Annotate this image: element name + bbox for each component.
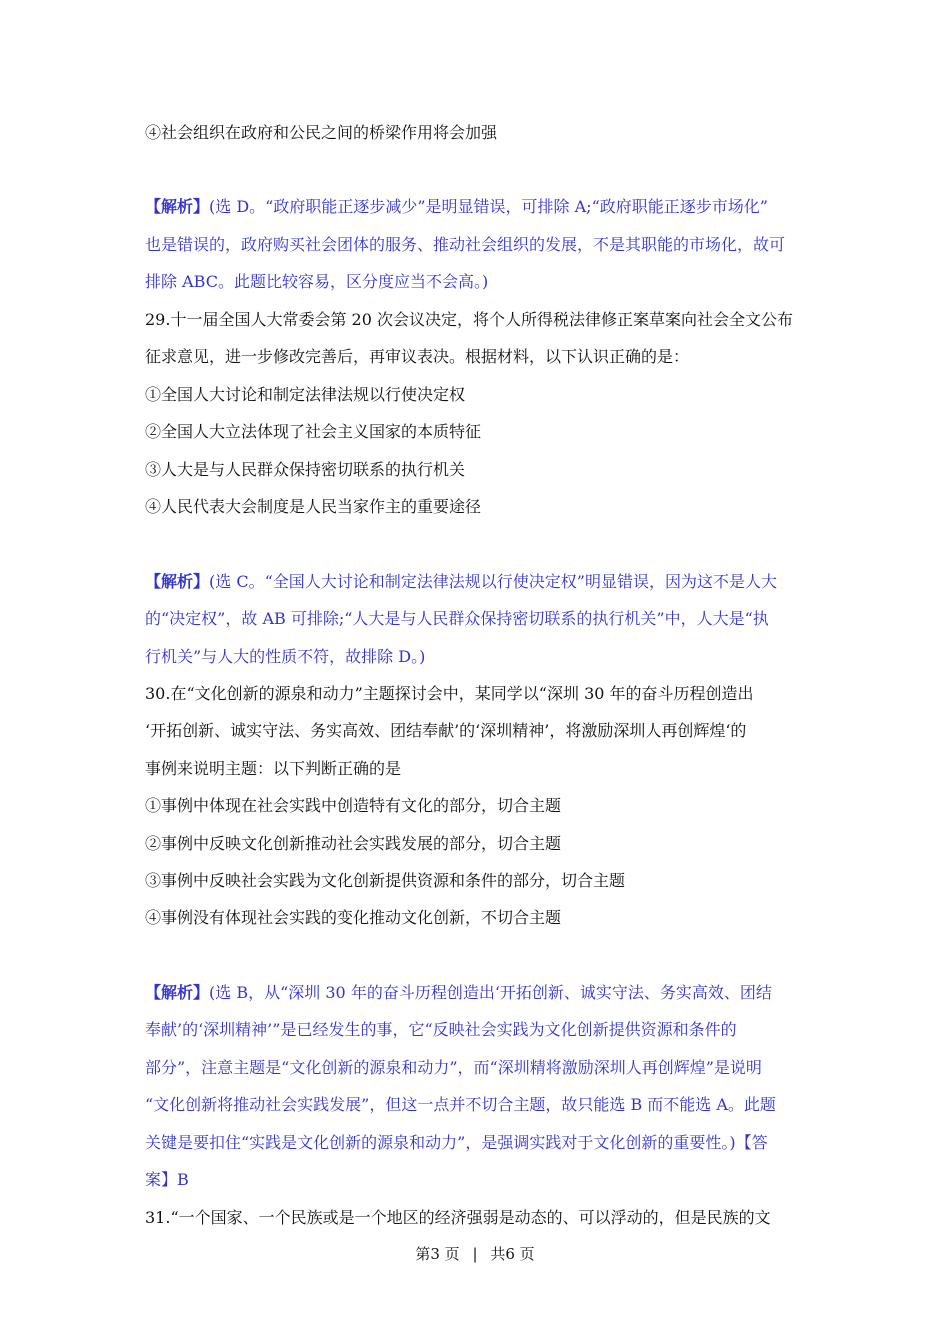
page-number: 第3 页 [415, 1245, 460, 1263]
q30-item-2: ②事例中反映文化创新推动社会实践发展的部分，切合主题 [145, 834, 562, 853]
q29-item-1: ①全国人大讨论和制定法律法规以行使决定权 [145, 385, 466, 404]
q29-stem-line-1: 29.十一届全国人大常委会第 20 次会议决定，将个人所得税法律修正案草案向社会全文公布 [145, 310, 793, 329]
q29-item-2: ②全国人大立法体现了社会主义国家的本质特征 [145, 422, 482, 441]
q30-stem-line-2: ‘开拓创新、诚实守法、务实高效、团结奉献’的‘深圳精神’，将激励深圳人再创辉煌‘的 [145, 721, 747, 740]
q30-analysis-tag: 【解析】 [145, 983, 210, 1002]
q30-item-3: ③事例中反映社会实践为文化创新提供资源和条件的部分，切合主题 [145, 871, 626, 890]
q30-analysis-line-4: “文化创新将推动社会实践发展”，但这一点并不切合主题，故只能选 B 而不能选 A。此题 [145, 1095, 776, 1114]
q31-stem-line-1: 31.“一个国家、一个民族或是一个地区的经济强弱是动态的、可以浮动的，但是民族的文 [145, 1208, 771, 1227]
q29-analysis-line-3: 行机关”与人大的性质不符，故排除 D。) [145, 647, 426, 666]
q30-stem-line-3: 事例来说明主题：以下判断正确的是 [145, 759, 402, 778]
page-footer [0, 1243, 950, 1265]
q29-analysis-line-2: 的“决定权”，故 AB 可排除;“人大是与人民群众保持密切联系的执行机关”中，人大是“执 [145, 609, 769, 628]
q30-analysis-line-3: 部分”，注意主题是“文化创新的源泉和动力”，而“深圳精将激励深圳人再创辉煌”是说明 [145, 1058, 762, 1077]
footer-separator: | [472, 1245, 478, 1263]
q29-item-4: ④人民代表大会制度是人民当家作主的重要途径 [145, 497, 482, 516]
q29-analysis-line-1: 【解析】(选 C。“全国人大讨论和制定法律法规以行使决定权”明显错误，因为这不是人大 [145, 572, 777, 591]
page-total: 共6 页 [490, 1245, 535, 1263]
q28-analysis-line-1: 【解析】(选 D。“政府职能正逐步减少”是明显错误，可排除 A;“政府职能正逐步市场化” [145, 197, 768, 216]
q29-item-3: ③人大是与人民群众保持密切联系的执行机关 [145, 460, 466, 479]
q30-analysis-line-1: 【解析】(选 B，从“深圳 30 年的奋斗历程创造出‘开拓创新、诚实守法、务实高效、团结 [145, 983, 772, 1002]
q30-analysis-line-6: 案】B [145, 1170, 189, 1189]
q28-item-4: ④社会组织在政府和公民之间的桥梁作用将会加强 [145, 123, 498, 142]
q30-item-1: ①事例中体现在社会实践中创造特有文化的部分，切合主题 [145, 796, 562, 815]
q28-analysis-tag: 【解析】 [145, 197, 210, 216]
q29-stem-line-2: 征求意见，进一步修改完善后，再审议表决。根据材料，以下认识正确的是： [145, 347, 690, 366]
q30-item-4: ④事例没有体现社会实践的变化推动文化创新，不切合主题 [145, 908, 562, 927]
q29-analysis-tag: 【解析】 [145, 572, 210, 591]
q30-analysis-line-5: 关键是要扣住“实践是文化创新的源泉和动力”，是强调实践对于文化创新的重要性。)【答 [145, 1133, 768, 1152]
q28-analysis-line-2: 也是错误的，政府购买社会团体的服务、推动社会组织的发展，不是其职能的市场化，故可 [145, 235, 786, 254]
q28-analysis-line-3: 排除 ABC。此题比较容易，区分度应当不会高。) [145, 272, 489, 291]
q30-analysis-line-2: 奉献’的‘深圳精神’”是已经发生的事，它“反映社会实践为文化创新提供资源和条件的 [145, 1020, 737, 1039]
q30-stem-line-1: 30.在“文化创新的源泉和动力”主题探讨会中，某同学以“深圳 30 年的奋斗历程创造出 [145, 684, 754, 703]
